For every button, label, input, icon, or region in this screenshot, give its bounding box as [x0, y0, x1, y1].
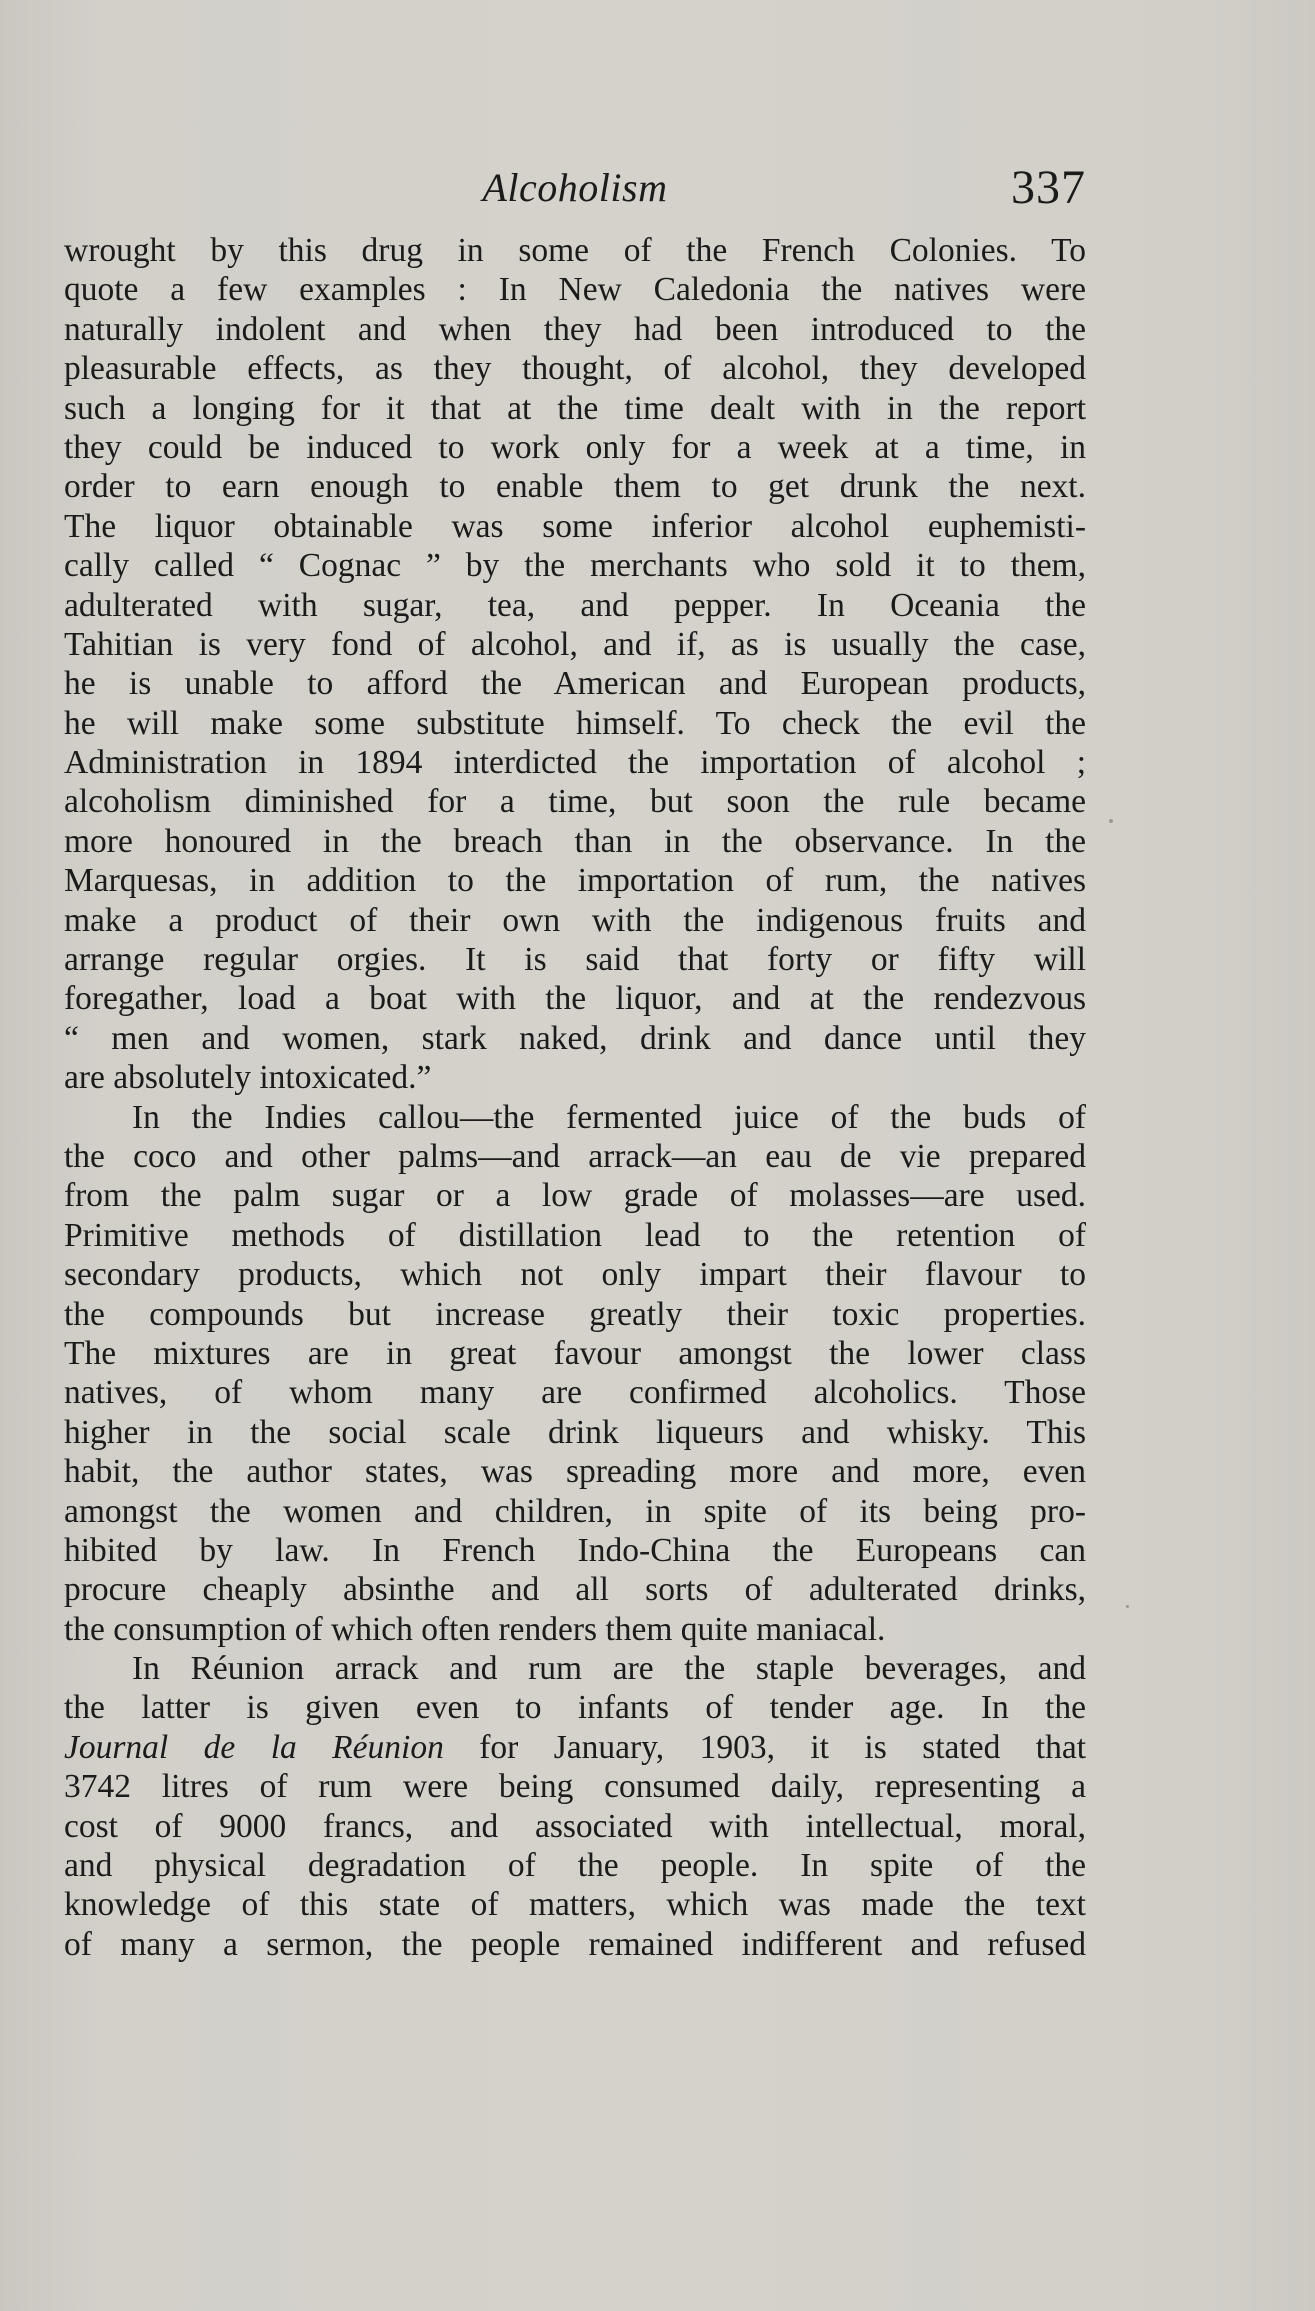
text-line: naturally indolent and when they had been introduced to the — [64, 310, 1086, 348]
text-line: order to earn enough to enable them to get drunk the next. — [64, 468, 1086, 506]
text-line: the coco and other palms—and arrack—an eau de vie prepared — [64, 1137, 1086, 1175]
text-line: The liquor obtainable was some inferior alcohol euphemisti- — [64, 507, 1086, 545]
paper-speck — [1126, 1605, 1129, 1608]
text-line: he will make some substitute himself. To check the evil the — [64, 704, 1086, 742]
text-line: The mixtures are in great favour amongst the lower class — [64, 1334, 1086, 1372]
text-line: habit, the author states, was spreading more and more, even — [64, 1453, 1086, 1491]
text-line: are absolutely intoxicated.” — [64, 1059, 432, 1097]
text-line: amongst the women and children, in spite of its being pro- — [64, 1492, 1086, 1530]
text-line: In Réunion arrack and rum are the staple beverages, and — [132, 1650, 1086, 1688]
text-line: the consumption of which often renders them quite maniacal. — [64, 1610, 886, 1648]
text-line: from the palm sugar or a low grade of molasses—are used. — [64, 1177, 1086, 1215]
text-line: In the Indies callou—the fermented juice of the buds of — [132, 1098, 1086, 1136]
text-line: they could be induced to work only for a week at a time, in — [64, 428, 1086, 466]
text-line: foregather, load a boat with the liquor, and at the rendezvous — [64, 980, 1086, 1018]
text-line: the latter is given even to infants of tender age. In the — [64, 1689, 1086, 1727]
text-line: of many a sermon, the people remained indifferent and refused — [64, 1925, 1086, 1963]
paper-speck — [1109, 819, 1113, 823]
text-line: more honoured in the breach than in the observance. In the — [64, 822, 1086, 860]
text-line: the compounds but increase greatly their toxic properties. — [64, 1295, 1086, 1333]
text-line: adulterated with sugar, tea, and pepper. In Oceania the — [64, 586, 1086, 624]
text-line — [64, 1728, 1086, 1767]
text-line: “ men and women, stark naked, drink and dance until they — [64, 1019, 1086, 1057]
text-line: pleasurable effects, as they thought, of alcohol, they developed — [64, 350, 1086, 388]
text-line: higher in the social scale drink liqueurs and whisky. This — [64, 1413, 1086, 1451]
running-header — [64, 160, 1086, 220]
text-line: procure cheaply absinthe and all sorts of adulterated drinks, — [64, 1571, 1086, 1609]
running-title: Alcoholism — [482, 165, 668, 210]
text-line-rest: for January, 1903, it is stated that — [443, 1728, 1086, 1766]
text-line: make a product of their own with the indigenous fruits and — [64, 901, 1086, 939]
text-line: knowledge of this state of matters, which was made the text — [64, 1886, 1086, 1924]
text-line: cost of 9000 francs, and associated with intellectual, moral, — [64, 1807, 1086, 1845]
journal-title: Journal de la Réunion — [64, 1728, 444, 1766]
text-line: hibited by law. In French Indo-China the Europeans can — [64, 1531, 1086, 1569]
text-line: wrought by this drug in some of the French Colonies. To — [64, 232, 1086, 269]
text-line: he is unable to afford the American and European products, — [64, 665, 1086, 703]
text-line: and physical degradation of the people. In spite of the — [64, 1847, 1086, 1885]
text-line: such a longing for it that at the time dealt with in the report — [64, 389, 1086, 427]
text-line: alcoholism diminished for a time, but soon the rule became — [64, 783, 1086, 821]
text-line: cally called “ Cognac ” by the merchants who sold it to them, — [64, 547, 1086, 585]
text-line: Administration in 1894 interdicted the importation of alcohol ; — [64, 744, 1086, 782]
text-line: quote a few examples : In New Caledonia the natives were — [64, 271, 1086, 309]
text-line: Marquesas, in addition to the importation of rum, the natives — [64, 862, 1086, 900]
text-line: secondary products, which not only impart their flavour to — [64, 1256, 1086, 1294]
body-text — [64, 231, 1086, 1964]
text-line: arrange regular orgies. It is said that forty or fifty will — [64, 941, 1086, 979]
text-line: Tahitian is very fond of alcohol, and if, as is usually the case, — [64, 625, 1086, 663]
text-line: 3742 litres of rum were being consumed daily, representing a — [64, 1768, 1086, 1806]
page-number: 337 — [1011, 161, 1086, 214]
text-line: natives, of whom many are confirmed alcoholics. Those — [64, 1374, 1086, 1412]
text-line: Primitive methods of distillation lead to the retention of — [64, 1216, 1086, 1254]
